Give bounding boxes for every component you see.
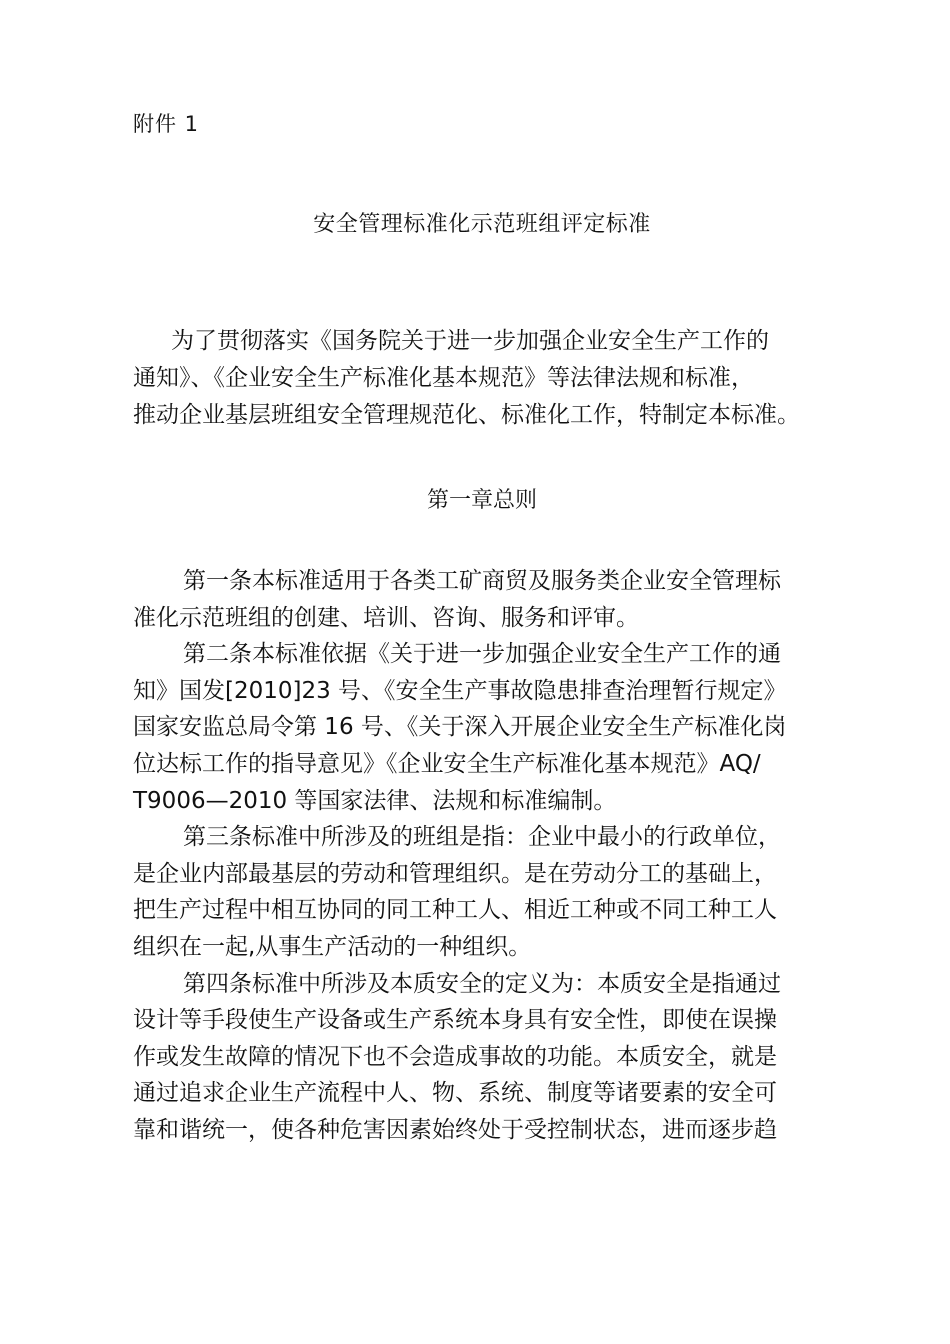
article-3-line: 是企业内部最基层的劳动和管理组织。是在劳动分工的基础上，: [133, 860, 777, 887]
article-3-line: 第三条标准中所涉及的班组是指：企业中最小的行政单位，: [183, 824, 781, 851]
article-2-line: T9006—2010 等国家法律、法规和标准编制。: [133, 787, 617, 814]
article-2-line: 位达标工作的指导意见》《企业安全生产标准化基本规范》AQ/: [133, 750, 761, 777]
article-2-line: 知》国发[2010]23 号、《安全生产事故隐患排查治理暂行规定》: [133, 677, 787, 704]
intro-paragraph: [133, 323, 833, 434]
chapter-body: [133, 563, 833, 1149]
article-4-line: 通过追求企业生产流程中人、物、系统、制度等诸要素的安全可: [133, 1080, 777, 1107]
intro-line: 推动企业基层班组安全管理规范化、标准化工作，特制定本标准。: [133, 402, 800, 428]
article-4-line: 作或发生故障的情况下也不会造成事故的功能。本质安全，就是: [133, 1043, 777, 1070]
article-2-line: 国家安监总局令第 16 号、《关于深入开展企业安全生产标准化岗: [133, 714, 787, 741]
article-4-line: 设计等手段使生产设备或生产系统本身具有安全性，即使在误操: [133, 1007, 777, 1034]
attachment-label: 附件 1: [133, 112, 200, 136]
article-1-line: 第一条本标准适用于各类工矿商贸及服务类企业安全管理标: [183, 568, 781, 594]
article-4-line: 第四条标准中所涉及本质安全的定义为：本质安全是指通过: [183, 970, 781, 997]
article-3-line: 组织在一起,从事生产活动的一种组织。: [133, 933, 532, 960]
intro-line: 为了贯彻落实《国务院关于进一步加强企业安全生产工作的: [171, 328, 769, 354]
article-4-line: 靠和谐统一，使各种危害因素始终处于受控制状态，进而逐步趋: [133, 1116, 777, 1143]
chapter-title: 第一章总则: [426, 488, 537, 513]
article-1-line: 准化示范班组的创建、培训、咨询、服务和评审。: [133, 604, 639, 631]
article-3-line: 把生产过程中相互协同的同工种工人、相近工种或不同工种工人: [133, 897, 777, 924]
article-2-line: 第二条本标准依据《关于进一步加强企业安全生产工作的通: [183, 641, 781, 668]
document-title: 安全管理标准化示范班组评定标准: [313, 212, 651, 237]
intro-line: 通知》、《企业安全生产标准化基本规范》等法律法规和标准，: [133, 365, 754, 391]
